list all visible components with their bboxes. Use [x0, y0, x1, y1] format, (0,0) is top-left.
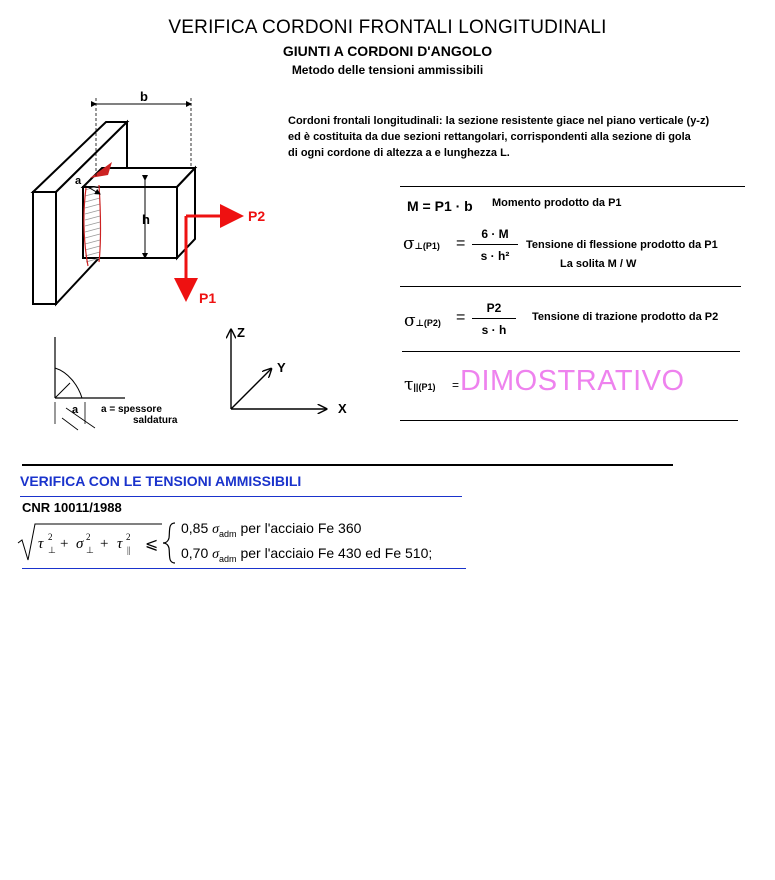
svg-text:+: +: [60, 536, 69, 552]
label-p2: P2: [248, 208, 266, 224]
description-line: di ogni cordone di altezza a e lunghezza L.: [288, 147, 510, 159]
formula-divider: [402, 351, 740, 352]
svg-text:2: 2: [48, 532, 53, 542]
norm-reference: CNR 10011/1988: [22, 500, 122, 515]
flexion-fraction: [472, 227, 518, 263]
demo-watermark: DIMOSTRATIVO: [460, 365, 685, 397]
heading-underline: [20, 496, 462, 497]
leq-sign: ⩽: [145, 536, 159, 553]
equals-sign: =: [456, 235, 466, 252]
joint-diagram: [0, 80, 280, 315]
svg-text:+: +: [100, 536, 109, 552]
sigma-p1-symbol: σ⊥(P1): [403, 234, 440, 254]
svg-text:2: 2: [126, 532, 131, 542]
verification-heading: VERIFICA CON LE TENSIONI AMMISSIBILI: [20, 473, 302, 489]
description-line: Cordoni frontali longitudinali: la sezione resistente giace nel piano verticale (y-z): [288, 115, 710, 127]
label-a: a: [75, 175, 82, 187]
axis-y-line: [231, 369, 271, 409]
weld-caption: a = spessore saldatura: [101, 404, 178, 426]
condition-fe430-510: 0,70 $\sigma_{adm}$ per l'acciaio Fe 430 ed Fe 510;: [181, 545, 433, 564]
formula-divider: [400, 186, 745, 187]
weld-label-a: a: [72, 404, 79, 416]
moment-description: Momento prodotto da P1: [492, 197, 622, 209]
method-label: Metodo delle tensioni ammissibili: [291, 63, 484, 77]
equals-sign: =: [456, 309, 466, 326]
svg-text:2: 2: [86, 532, 91, 542]
formula-divider: [400, 420, 738, 421]
flexion-description: Tensione di flessione prodotto da P1: [526, 239, 718, 251]
svg-text:⊥: ⊥: [48, 545, 56, 555]
equals-sign: =: [452, 378, 460, 392]
fraction-numerator: 6 · M: [481, 227, 509, 241]
traction-fraction: [472, 301, 516, 337]
sigma-p2-symbol: σ⊥(P2): [404, 311, 441, 331]
svg-text:⊥: ⊥: [86, 545, 94, 555]
section-divider: [22, 464, 673, 466]
description-line: ed è costituita da due sezioni rettangolari, corrispondenti alla sezione di gola: [288, 131, 691, 143]
flexion-note: La solita M / W: [560, 258, 637, 270]
tau-p1-symbol: τ||(P1): [404, 375, 436, 395]
svg-text:||: ||: [127, 545, 131, 555]
sigma-perp-term: σ: [76, 536, 84, 552]
tau-perp-term: τ: [38, 536, 44, 552]
page-title: VERIFICA CORDONI FRONTALI LONGITUDINALI: [168, 17, 607, 38]
axis-y-label: Y: [277, 360, 286, 375]
moment-formula: M = P1 · b: [407, 198, 473, 214]
formula-underline: [22, 568, 466, 569]
label-h: h: [142, 212, 150, 227]
traction-description: Tensione di trazione prodotto da P2: [532, 311, 719, 323]
fraction-denominator: s · h: [481, 323, 507, 337]
fraction-denominator: s · h²: [480, 249, 510, 263]
label-p1: P1: [199, 290, 217, 306]
fraction-numerator: P2: [486, 301, 502, 315]
axis-x-label: X: [338, 401, 347, 416]
page-subtitle: GIUNTI A CORDONI D'ANGOLO: [282, 43, 493, 59]
condition-fe360: 0,85 $\sigma_{adm}$ per l'acciaio Fe 360: [181, 520, 362, 539]
label-b: b: [140, 89, 148, 104]
axis-z-label: Z: [237, 325, 245, 340]
description-text: [288, 113, 748, 161]
formula-divider: [400, 286, 741, 287]
tau-par-term: τ: [117, 536, 123, 552]
